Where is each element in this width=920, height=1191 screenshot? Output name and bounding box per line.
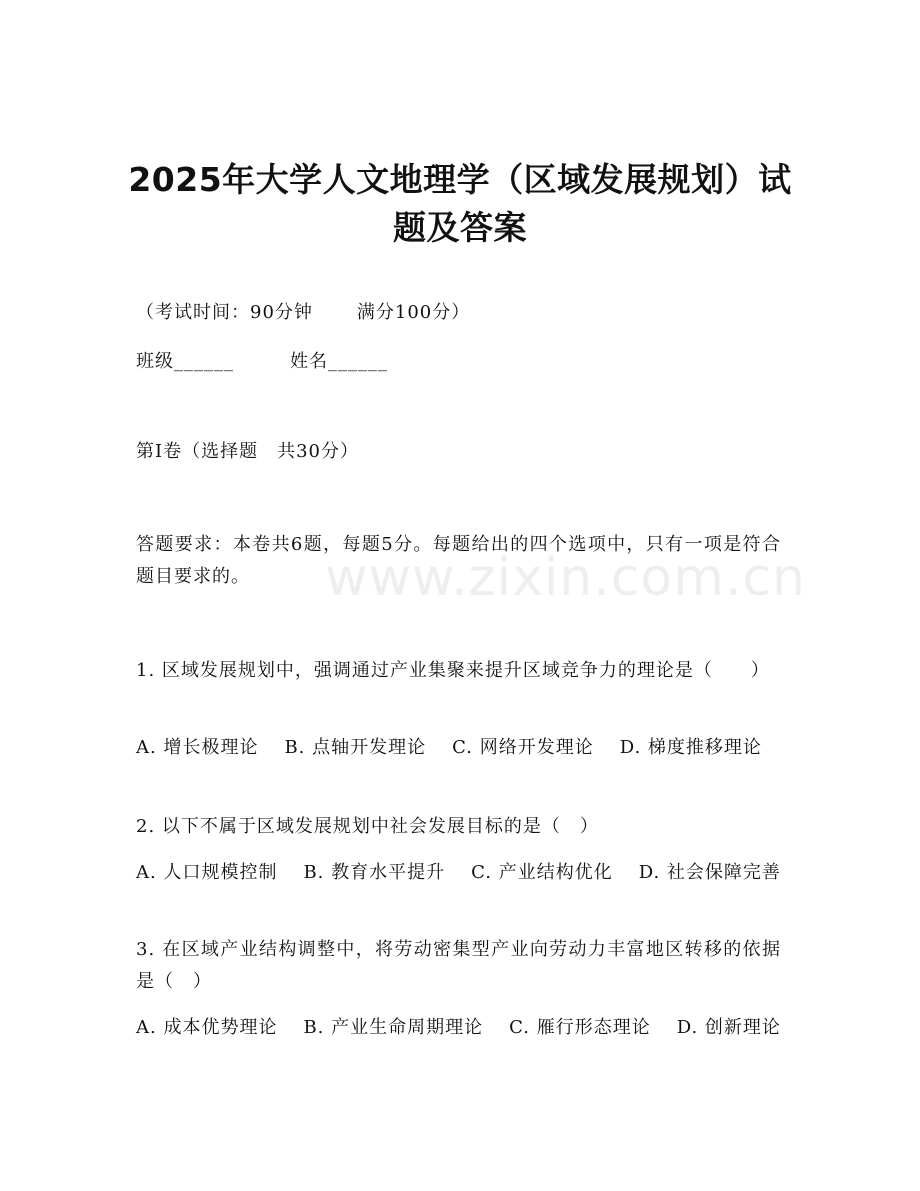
exam-score: 满分100分） — [356, 302, 471, 323]
option-c[interactable]: C. 产业结构优化 — [471, 862, 613, 883]
question-1-options — [136, 732, 781, 764]
class-field[interactable]: 班级______ — [136, 351, 234, 372]
option-b[interactable]: B. 教育水平提升 — [303, 862, 446, 883]
exam-info — [136, 297, 786, 329]
name-field[interactable]: 姓名______ — [290, 351, 388, 372]
option-a[interactable]: A. 增长极理论 — [136, 737, 259, 758]
option-b[interactable]: B. 点轴开发理论 — [284, 737, 427, 758]
section-title: 第Ⅰ卷（选择题 共30分） — [136, 441, 360, 462]
question-3-options — [136, 1012, 781, 1044]
question-2-options — [136, 857, 781, 889]
title-line-1: 2025年大学人文地理学（区域发展规划）试 — [128, 160, 792, 199]
option-a[interactable]: A. 成本优势理论 — [136, 1017, 278, 1038]
option-d[interactable]: D. 社会保障完善 — [638, 862, 781, 883]
student-fields — [136, 346, 786, 378]
question-2-stem: 2. 以下不属于区域发展规划中社会发展目标的是（ ） — [136, 816, 599, 837]
question-1-stem: 1. 区域发展规划中，强调通过产业集聚来提升区域竞争力的理论是（ ） — [136, 660, 770, 681]
instructions: 答题要求：本卷共6题，每题5分。每题给出的四个选项中，只有一项是符合题目要求的。 — [136, 534, 781, 587]
title-line-2: 题及答案 — [393, 208, 527, 247]
exam-time: （考试时间：90分钟 — [136, 302, 313, 323]
watermark: www.zixin.com.cn — [325, 548, 806, 608]
option-d[interactable]: D. 创新理论 — [676, 1017, 781, 1038]
question-3-stem: 3. 在区域产业结构调整中，将劳动密集型产业向劳动力丰富地区转移的依据是（ ） — [136, 939, 781, 992]
option-c[interactable]: C. 雁行形态理论 — [509, 1017, 651, 1038]
option-d[interactable]: D. 梯度推移理论 — [619, 737, 762, 758]
option-a[interactable]: A. 人口规模控制 — [136, 862, 278, 883]
option-c[interactable]: C. 网络开发理论 — [452, 737, 594, 758]
option-b[interactable]: B. 产业生命周期理论 — [303, 1017, 484, 1038]
